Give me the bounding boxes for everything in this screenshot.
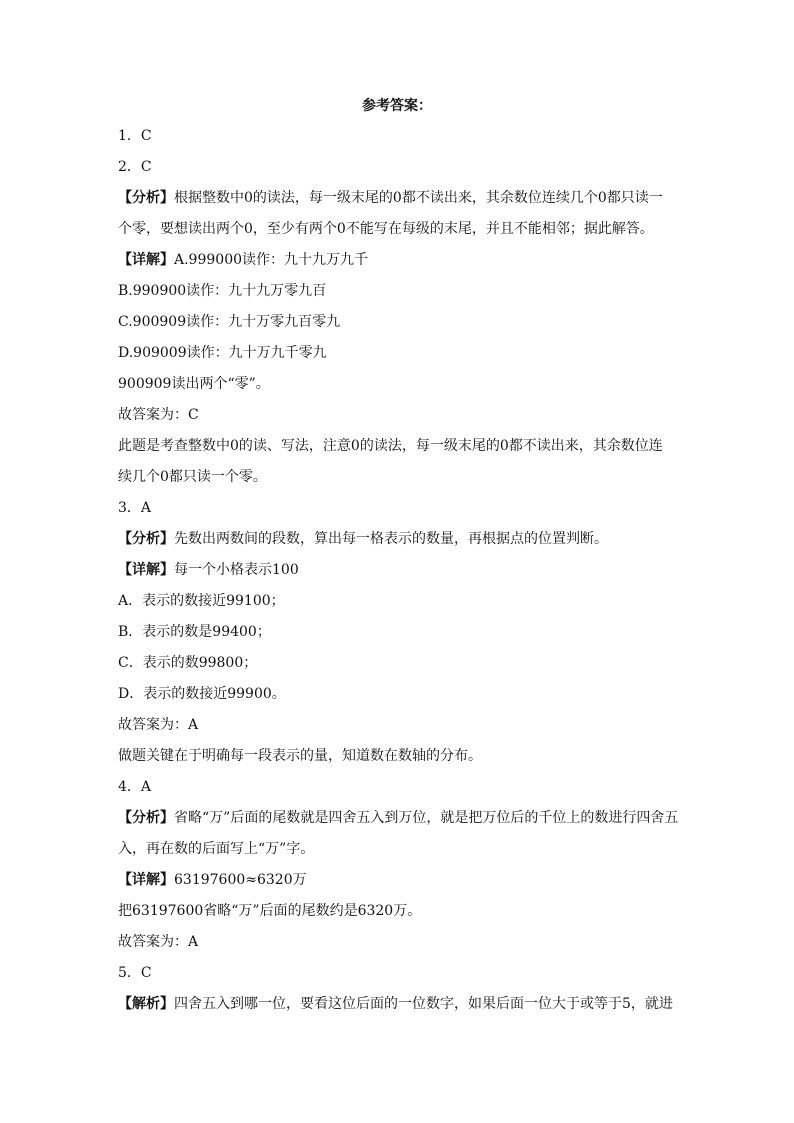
answer-line: 4．A bbox=[118, 779, 152, 795]
answer-line: D.909009读作：九十万九千零九 bbox=[118, 345, 327, 361]
section-tag: 【分析】 bbox=[118, 810, 174, 826]
answer-line: 个零，要想读出两个0，至少有两个0不能写在每级的末尾，并且不能相邻；据此解答。 bbox=[118, 221, 654, 237]
section-tag: 【详解】 bbox=[118, 252, 174, 268]
section-tag: 【分析】 bbox=[118, 190, 174, 206]
answer-line: 【分析】先数出两数间的段数，算出每一格表示的数量，再根据点的位置判断。 bbox=[118, 531, 608, 547]
answer-line: D．表示的数接近99900。 bbox=[118, 686, 286, 702]
answer-line: 故答案为：A bbox=[118, 934, 199, 950]
answer-line: B.990900读作：九十九万零九百 bbox=[118, 283, 327, 299]
answer-line: 续几个0都只读一个零。 bbox=[118, 469, 267, 485]
answer-line: 【详解】A.999000读作：九十九万九千 bbox=[118, 252, 369, 268]
answer-line: C．表示的数99800； bbox=[118, 655, 258, 671]
section-tag: 【详解】 bbox=[118, 872, 174, 888]
answer-line: 入，再在数的后面写上“万”字。 bbox=[118, 841, 315, 857]
section-tag: 【解析】 bbox=[118, 996, 174, 1012]
answer-line: C.900909读作：九十万零九百零九 bbox=[118, 314, 341, 330]
answer-line: 做题关键在于明确每一段表示的量，知道数在数轴的分布。 bbox=[118, 748, 482, 764]
answer-line: 此题是考查整数中0的读、写法，注意0的读法，每一级末尾的0都不读出来，其余数位连 bbox=[118, 438, 663, 454]
answer-line: 3．A bbox=[118, 500, 152, 516]
answer-line: 【详解】63197600≈6320万 bbox=[118, 872, 307, 888]
answer-line: 【分析】省略“万”后面的尾数就是四舍五入到万位，就是把万位后的千位上的数进行四舍五 bbox=[118, 810, 679, 826]
answer-line: 故答案为：A bbox=[118, 717, 199, 733]
answer-line: 把63197600省略“万”后面的尾数约是6320万。 bbox=[118, 903, 422, 919]
answer-line: 1．C bbox=[118, 128, 152, 144]
answer-line: 5．C bbox=[118, 965, 152, 981]
answer-line: 2．C bbox=[118, 159, 152, 175]
answer-line: 【解析】四舍五入到哪一位，要看这位后面的一位数字，如果后面一位大于或等于5，就进 bbox=[118, 996, 673, 1012]
answer-line: 【分析】根据整数中0的读法，每一级末尾的0都不读出来，其余数位连续几个0都只读一 bbox=[118, 190, 663, 206]
answer-line: 900909读出两个“零”。 bbox=[118, 376, 270, 392]
section-tag: 【详解】 bbox=[118, 562, 174, 578]
section-tag: 【分析】 bbox=[118, 531, 174, 547]
answer-line: 故答案为：C bbox=[118, 407, 199, 423]
answer-lines bbox=[118, 121, 678, 1020]
answer-line: B．表示的数是99400； bbox=[118, 624, 271, 640]
answer-line: 【详解】每一个小格表示100 bbox=[118, 562, 299, 578]
answer-line: A．表示的数接近99100； bbox=[118, 593, 285, 609]
page-title: 参考答案： bbox=[362, 98, 432, 114]
